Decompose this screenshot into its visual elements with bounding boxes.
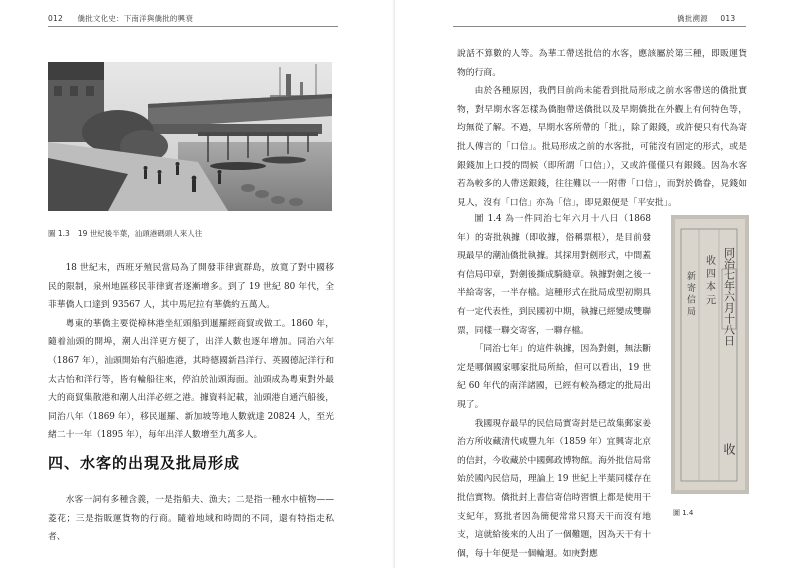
receipt-column-2: 收 四 本 元 [703,255,715,305]
right-paragraph-2: 由於各種原因，我們目前尚未能看到批局形成之前水客帶送的僑批實物，對早期水客怎樣為僑胞帶送僑批以及早期僑批在外觀上有何特色等，均無從了解。不過，早期水客所帶的「批」，除了銀錢，或許便只有代為寄批人傳言的「口信」。批局形成之前的水客批，可能沒有固定的形式，或是銀錢加上口授的問候（即所謂「口信」），又或許僅僅只有銀錢。因為水客若為較多的人帶送銀錢，往往難以一一附帶「口信」，而對於僑眷，見錢如見人，沒有「口信」亦為「信」，即見銀便是「平安批」。 [457,86,747,208]
left-running-title: 僑批文化史：下南洋與僑批的興衰 [77,14,194,23]
right-paragraph-3: 圖 1.4 為一件同治七年六月十八日（1868 年）的寄批執據（即收據，俗稱票根），是目前發現最早的潮汕僑批執據。其採用對劍形式，中間蓋有信局印章，對劍後撕成騎縫章。執據對劍之後一半給寄客，一半存檔。這種形式在批局成型初期具有一定代表性，到民國初中期，執據已經變成雙聯票，同樣一聯交寄客，一聯存檔。 [457,214,651,336]
figure-1-3-text: 19 世紀後半葉，汕頭港碼頭人來人往 [77,229,203,238]
right-running-title: 僑批溯源 [677,14,708,23]
right-body-lower [457,210,651,563]
left-running-header [48,13,193,24]
left-paragraph-2: 粵東的華僑主要從樟林港坐紅頭船到暹羅經商貿或做工。1860 年，隨着汕頭的開埠，潮人出洋更方便了，出洋人數也逐年增加。同治六年（1867 年），汕頭開始有汽船進港，其時德國新昌洋行、英國德記洋行和太古怡和洋行等，皆有輪船往來，停泊於汕頭海面。汕頭成為粵東對外最大的商貿集散港和潮人出洋必經之港。據資料記載，汕頭港自通汽船後，同治八年（1869 年），移民暹羅、新加坡等地人數就達 20824 人，至光緒二十一年（1895 年），每年出洋人數增至九萬多人。 [48,318,334,441]
figure-1-3-caption [48,228,202,239]
harbor-photo-illustration [48,62,332,211]
receipt-column-3: 新 寄 信 局 [685,271,695,316]
remittance-receipt-image [671,215,749,494]
right-paragraph-1: 說話不算數的人等。為華工帶送批信的水客，應該屬於第三種，即販運貨物的行商。 [457,49,747,78]
left-paragraph-3: 水客一詞有多種含義，一是指船夫、漁夫；二是指一種水中植物——菱花；三是指販運貨物的行商。隨着地域和時間的不同，還有特指走私者、 [48,495,334,543]
right-page-number: 013 [720,14,736,23]
left-page-number: 012 [48,14,63,23]
figure-1-3-label: 圖 1.3 [48,229,70,238]
right-header-rule [453,26,746,27]
right-page [395,0,790,568]
right-running-header [677,13,735,24]
left-body-upper [48,259,334,445]
right-paragraph-4: 「同治七年」的這件執據，因為對劍，無法斷定是哪個國家哪家批局所給，但可以看出，19 世紀 60 年代的南洋諸國，已經有較為穩定的批局出現了。 [457,344,651,410]
right-paragraph-5: 我國現存最早的民信局實寄封是已故集郵家姜治方所收藏清代咸豐九年（1859 年）宜興寄北京的信封，今收藏於中國郵政博物館。海外批信局常始於國內民信局，理論上 19 世紀上半葉同樣存在批信實物。僑批封上書信寄信時習慣上都是使用干支紀年，寫批者因為簡便常常只寫天干而沒有地支，這就給後來的人出了一個難題，因為天干有十個，每十年便是一個輪迴。如庚對應 [457,418,651,559]
left-body-lower [48,491,334,547]
right-body-upper [457,45,747,212]
receipt-column-4: 收 [722,443,736,455]
left-header-rule [48,26,338,27]
receipt-column-1: 同治七年六月十八日 [722,247,736,346]
remittance-receipt-illustration [671,215,749,494]
left-paragraph-1: 18 世紀末，西班牙殖民當局為了開發菲律賓群島，放寬了對中國移民的限制，泉州地區移民菲律賓者逐漸增多。到了 19 世紀 80 年代，全菲華僑人口達到 93567 人，其中馬尼拉有華僑約五萬人。 [48,263,334,311]
harbor-photo [48,62,332,211]
figure-1-4-caption: 圖 1.4 [673,509,694,517]
section-heading: 四、水客的出現及批局形成 [48,454,241,472]
